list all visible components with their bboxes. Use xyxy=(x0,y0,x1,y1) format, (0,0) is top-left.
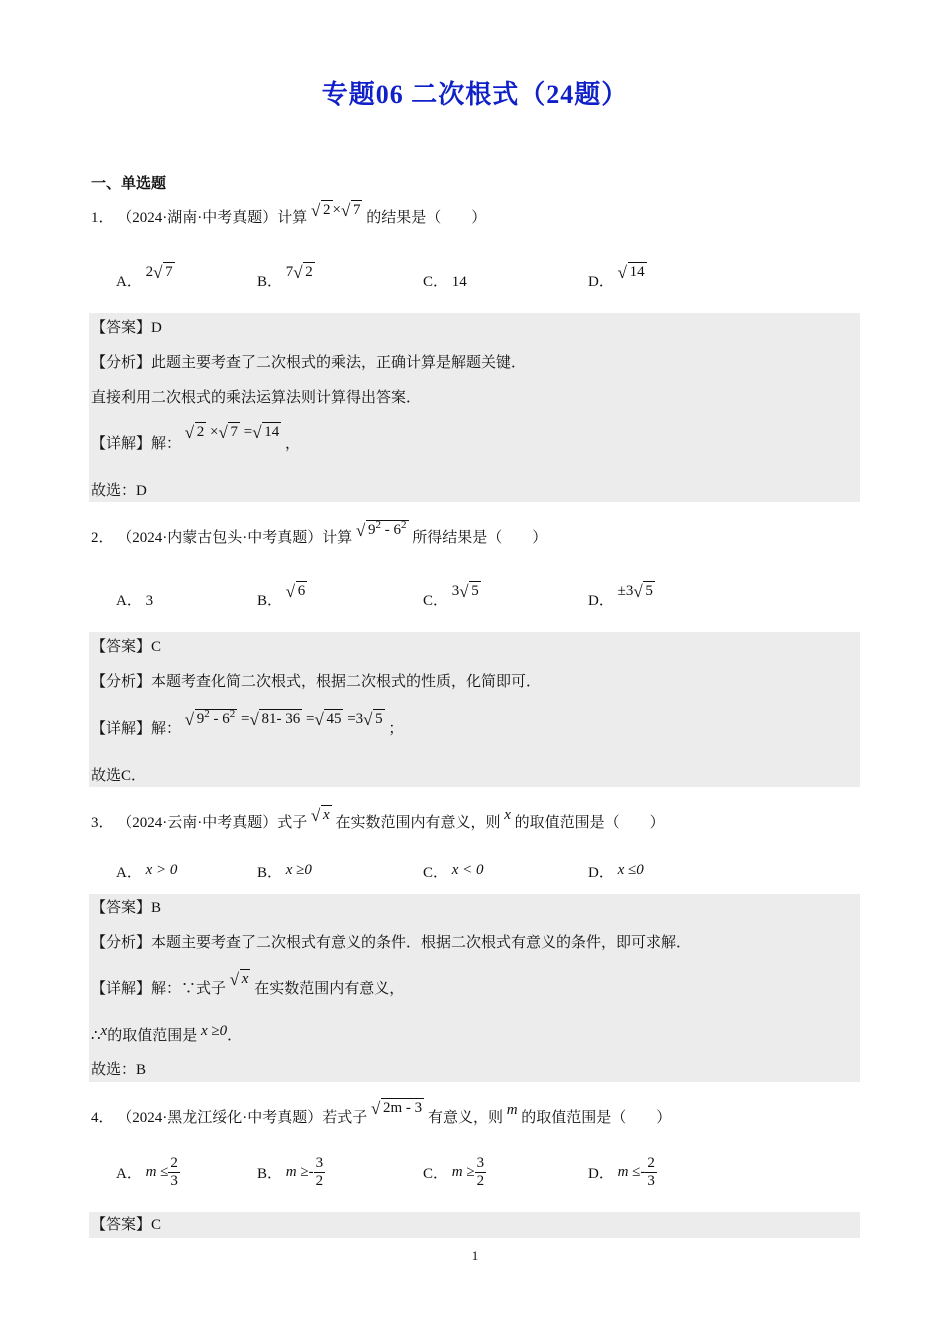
choice-3: 故选：B xyxy=(91,1062,147,1078)
answer-3: 【答案】B xyxy=(91,900,162,916)
question-2: 2． （2024·内蒙古包头·中考真题）计算 √ $9^2 - 6^2$ 所得结果是（ ） xyxy=(91,519,548,546)
option-a[interactable]: A． 3 xyxy=(116,593,154,609)
solution-box-4 xyxy=(89,1212,860,1238)
option-b[interactable]: B． √ 6 xyxy=(257,582,306,609)
question-1 xyxy=(91,201,487,228)
question-number: 1． xyxy=(91,210,114,226)
analysis-1: 【分析】此题主要考查了二次根式的乘法，正确计算是解题关键． xyxy=(91,355,527,371)
option-b[interactable]: B． x ≥0 xyxy=(257,862,312,881)
detail-3: 【详解】解：∵式子 √ x 在实数范围内有意义， xyxy=(91,970,405,997)
choice-1: 故选：D xyxy=(91,483,147,499)
document-title: 专题06 二次根式（24题） xyxy=(321,80,629,109)
option-a[interactable]: A． x > 0 xyxy=(116,862,178,881)
page-number: 1 xyxy=(471,1248,479,1263)
question-source: （2024·湖南·中考真题）计算 xyxy=(117,210,308,226)
option-c[interactable]: C． 3 √ 5 xyxy=(423,582,479,609)
option-a[interactable]: A． m ≤ $\frac{2}{3}$ xyxy=(116,1155,178,1189)
analysis-2: 【分析】本题考查化简二次根式，根据二次根式的性质，化简即可． xyxy=(91,674,542,690)
therefore-3: ∴x的取值范围是 x ≥0． xyxy=(91,1023,243,1044)
option-b[interactable]: B． m ≥- $\frac{3}{2}$ xyxy=(257,1155,324,1189)
answer-4: 【答案】C xyxy=(91,1217,162,1233)
option-d[interactable]: D． m ≤- $\frac{2}{3}$ xyxy=(588,1155,655,1189)
option-d[interactable]: D． ±3 √ 5 xyxy=(588,582,653,609)
choice-2: 故选C． xyxy=(91,768,147,784)
option-b[interactable]: B． 7 √ 2 xyxy=(257,263,313,290)
analysis-3: 【分析】本题主要考查了二次根式有意义的条件．根据二次根式有意义的条件，即可求解． xyxy=(91,935,692,951)
option-a[interactable]: A． 2 √ 7 xyxy=(116,263,173,290)
option-c[interactable]: C． x < 0 xyxy=(423,862,484,881)
option-d[interactable]: D． x ≤0 xyxy=(588,862,644,881)
question-3: 3． （2024·云南·中考真题）式子 √ x 在实数范围内有意义，则 x 的取值范围是（ ） xyxy=(91,806,665,831)
answer-2: 【答案】C xyxy=(91,639,162,655)
option-c[interactable]: C． m ≥ $\frac{3}{2}$ xyxy=(423,1155,485,1189)
option-c[interactable]: C． 14 xyxy=(423,274,467,290)
answer-1: 【答案】D xyxy=(91,320,162,336)
question-4: 4． （2024·黑龙江绥化·中考真题）若式子 √ 2m - 3 有意义，则 m 的取值范围是（ ） xyxy=(91,1099,672,1126)
question-tail: 的结果是（ ） xyxy=(366,210,487,226)
analysis-1b: 直接利用二次根式的乘法运算法则计算得出答案． xyxy=(91,390,422,406)
question-expression: √ 2 × √ 7 xyxy=(311,201,361,220)
section-heading: 一、单选题 xyxy=(91,176,167,192)
detail-1: 【详解】解： √ 2 × √ 7 = √ 14 ， xyxy=(91,423,300,452)
option-d[interactable]: D． √ 14 xyxy=(588,263,645,290)
detail-2: 【详解】解： √ $9^2 - 6^2$ = √ 81- 36 = √ 45 =3 √ 5 ； xyxy=(91,708,404,737)
